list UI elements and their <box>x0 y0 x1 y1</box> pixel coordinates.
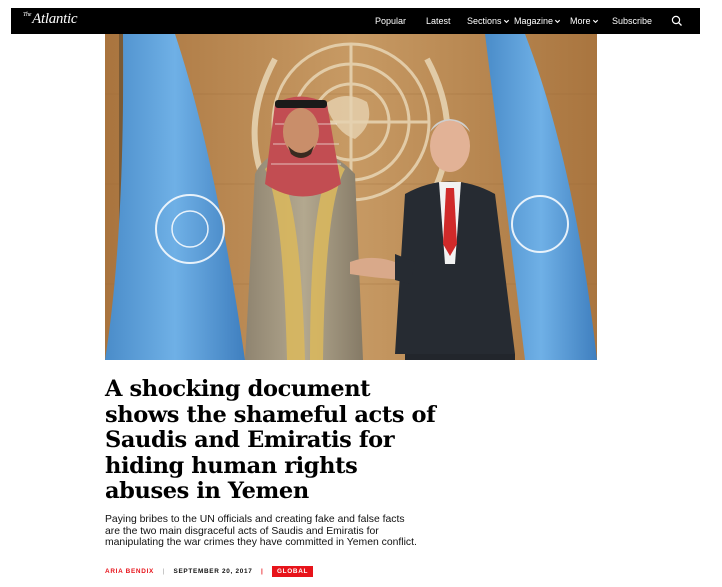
site-logo[interactable] <box>23 11 77 28</box>
article-dek: Paying bribes to the UN officials and creating fake and false facts are the two main disgraceful acts of Saudis and Emiratis for manipulating the war crimes they have committed in Yemen conflict. <box>105 514 417 549</box>
article-byline <box>105 566 313 578</box>
nav-latest[interactable] <box>426 16 451 26</box>
nav-subscribe[interactable] <box>612 16 652 26</box>
article-headline[interactable]: A shocking document shows the shameful acts of Saudis and Emiratis for hiding human rights abuses in Yemen <box>105 376 436 505</box>
nav-popular-label: Popular <box>375 16 407 26</box>
nav-magazine[interactable] <box>514 16 561 26</box>
hero-photo <box>105 34 597 360</box>
logo-prefix: The <box>23 12 32 18</box>
chevron-down-icon <box>554 18 561 25</box>
byline-divider-red: | <box>261 568 264 575</box>
category-badge[interactable]: GLOBAL <box>272 566 313 577</box>
nav-sections[interactable] <box>467 16 510 26</box>
nav-sections-label: Sections <box>467 16 502 26</box>
publish-date: SEPTEMBER 20, 2017 <box>173 568 253 575</box>
nav-magazine-label: Magazine <box>514 16 554 26</box>
nav-more-label: More <box>570 16 591 26</box>
chevron-down-icon <box>592 18 599 25</box>
nav-more[interactable] <box>570 16 599 26</box>
hero-image <box>105 34 597 360</box>
author-link[interactable]: ARIA BENDIX <box>105 568 155 575</box>
top-navbar <box>11 8 700 34</box>
nav-popular[interactable] <box>375 16 406 26</box>
search-icon[interactable] <box>670 14 684 28</box>
byline-divider: | <box>162 568 165 575</box>
logo-wordmark: Atlantic <box>32 11 78 27</box>
chevron-down-icon <box>503 18 510 25</box>
nav-subscribe-label: Subscribe <box>612 16 653 26</box>
nav-latest-label: Latest <box>426 16 451 26</box>
